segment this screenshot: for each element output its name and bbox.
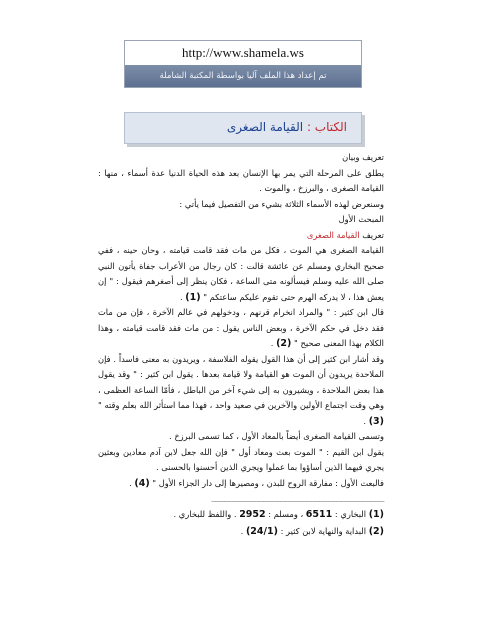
site-url: http://www.shamela.ws <box>182 45 304 60</box>
paragraph-end: . <box>179 291 186 302</box>
footnote-ref[interactable]: (3) <box>368 415 384 427</box>
paragraph: وتسمى القيامة الصغرى أيضاً بالمعاد الأول ، كما تسمى البرزخ . <box>169 431 384 441</box>
section-heading: تعريف وبيان <box>342 152 384 162</box>
footnote-text: البخاري : <box>332 509 369 519</box>
book-name: القيامة الصغرى <box>226 120 304 134</box>
header-subtitle: تم إعداد هذا الملف آليا بواسطة المكتبة الشاملة <box>125 65 361 87</box>
paragraph: يقول ابن القيم : " الموت بعث ومعاد أول " فإن الله جعل لابن آدم معادين وبعثين يجري فيهما الذين أساؤوا بما عملوا ويجري الذين أحسنوا بالحسنى . <box>98 446 384 472</box>
paragraph-text: وقد أشار ابن كثير إلى أن هذا القول يقوله الفلاسفة ، ويريدون به معنى فاسداً . فإن الملاحدة يريدون أن الموت هو القيامة ولا قيامة بعدها . يقول ابن كثير : " وقد يقول هذا بعض الملاحدة ، ويشيرون به إلى شيء آخر من الباطل ، فأمّا الساعة العظمى ، وهي وقت اجتماع الأولين والآخرين في صعيد واحد ، فهذا مما استأثر الله بعلم وقته " <box>98 353 384 410</box>
book-title-box <box>124 112 362 144</box>
footnote-item <box>98 523 384 540</box>
volume-page: (24/1) <box>245 526 278 537</box>
hadith-number: 6511 <box>305 509 333 520</box>
paragraph-text: قال ابن كثير : " والمراد انخرام قرنهم ، ودخولهم في عالم الآخرة ، فإن من مات فقد دخل في حكم الآخرة ، وبعض الناس يقول : من مات فقد قامت قيامته ، وهذا الكلام بهذا المعنى صحيح " <box>98 307 384 348</box>
footnote-number: (2) <box>368 526 384 537</box>
paragraph-text: القيامة الصغرى هي الموت ، فكل من مات فقد قامت قيامته ، وحان حينه ، ففي صحيح البخاري ومسلم عن عائشة قالت : كان رجال من الأعراب جفاة يأتون النبي صلى الله عليه وسلم فيسألونه متى الساعة ، فكان ينظر إلى أصغرهم فيقول : " إن يعش هذا ، لا يدركه الهرم حتى تقوم عليكم ساعتكم " <box>98 245 384 302</box>
paragraph <box>98 352 384 430</box>
footnote-number: (1) <box>368 509 384 520</box>
paragraph: وسنعرض لهذه الأسماء الثلاثة بشيء من التفصيل فيما يأتي : <box>179 198 384 209</box>
document-body <box>98 150 384 540</box>
book-title <box>227 120 347 134</box>
paragraph: يطلق على المرحلة التي يمر بها الإنسان بعد هذه الحياة الدنيا عدة أسماء ، منها : القيامة الصغرى ، والبرزخ ، والموت . <box>98 167 384 193</box>
footnote-text: البداية والنهاية لابن كثير : <box>277 526 369 536</box>
paragraph-end: . <box>363 415 369 426</box>
footnote-ref[interactable]: (2) <box>276 338 292 349</box>
book-label: الكتاب : <box>306 120 347 134</box>
footnote-text: . واللفظ للبخاري . <box>173 509 240 519</box>
chapter-heading: المبحث الأول <box>338 214 384 224</box>
subheading-prefix: تعريف <box>359 229 384 240</box>
paragraph <box>98 476 384 492</box>
paragraph-end: . <box>270 338 277 348</box>
paragraph-end: . <box>129 477 135 488</box>
footnote-ref[interactable]: (1) <box>185 291 201 303</box>
header-box <box>124 40 362 88</box>
subheading <box>98 228 384 244</box>
subheading-highlight: القيامة الصغرى <box>306 229 360 240</box>
paragraph <box>98 305 384 352</box>
paragraph <box>98 243 384 305</box>
footnote-ref[interactable]: (4) <box>134 477 150 489</box>
hadith-number: 2952 <box>239 509 266 520</box>
footnote-text: ، ومسلم : <box>265 509 306 519</box>
footnotes <box>98 506 384 540</box>
paragraph-text: فالبعث الأول : مفارقة الروح للبدن ، ومصيرها إلى دار الجزاء الأول " <box>149 477 384 488</box>
footnote-item <box>98 506 384 523</box>
footnote-separator: ________________________________________ <box>211 493 384 502</box>
footnote-text: . <box>240 526 246 536</box>
